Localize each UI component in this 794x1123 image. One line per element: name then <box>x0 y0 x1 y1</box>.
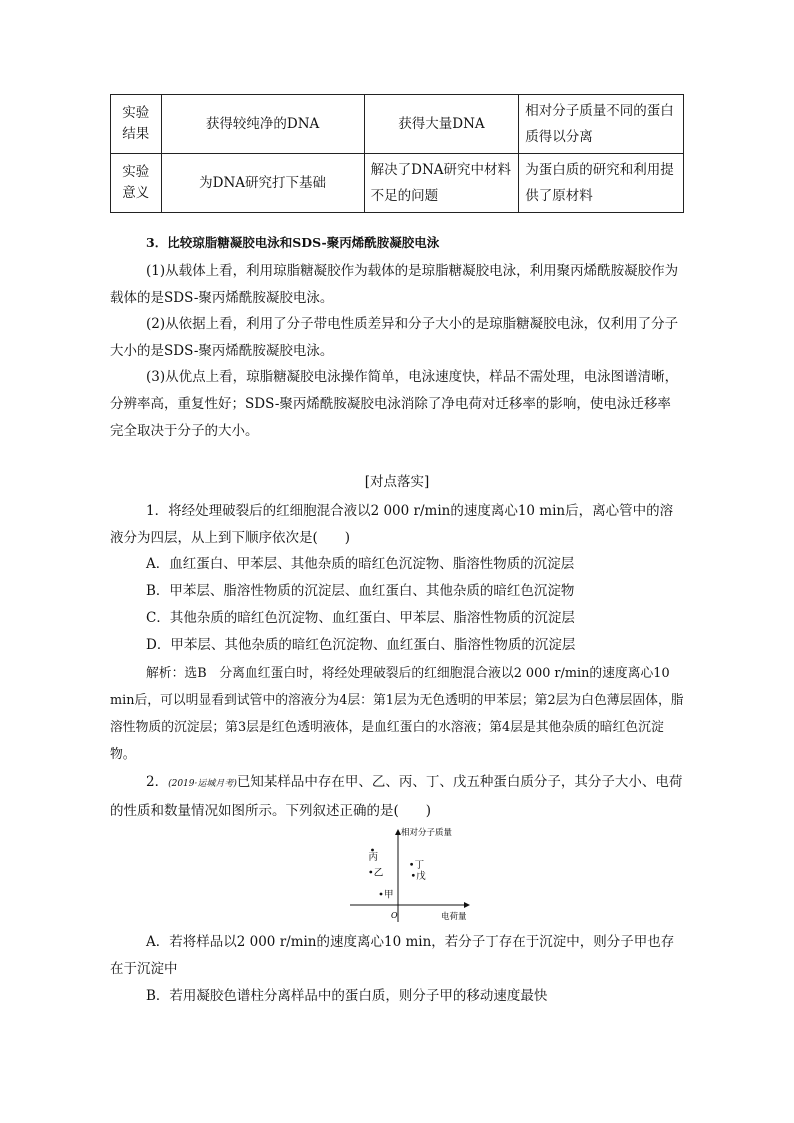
option-c: C．其他杂质的暗红色沉淀物、血红蛋白、甲苯层、脂溶性物质的沉淀层 <box>146 610 575 626</box>
data-point-label: 丁 <box>414 859 425 871</box>
data-point <box>371 849 374 852</box>
table-cell: 为蛋白质的研究和利用提供了原材料 <box>519 154 684 213</box>
data-points <box>369 849 427 901</box>
y-axis-label: 相对分子质量 <box>401 828 453 838</box>
question-stem: 1．将经处理破裂后的红细胞混合液以2 000 r/min的速度离心10 min后，离心管中的溶液分为四层，从上到下顺序依次是( ) <box>110 503 674 546</box>
option-d: D．甲苯层、其他杂质的暗红色沉淀物、血红蛋白、脂溶性物质的沉淀层 <box>146 637 576 653</box>
data-point <box>410 863 413 866</box>
question-stem <box>110 769 684 825</box>
experiment-table <box>110 94 684 213</box>
table-row <box>111 95 684 154</box>
section-paragraph: (2)从依据上看，利用了分子带电性质差异和分子大小的是琼脂糖凝胶电泳，仅利用了分子大小的是SDS-聚丙烯酰胺凝胶电泳。 <box>110 316 679 359</box>
option-b: B．甲苯层、脂溶性物质的沉淀层、血红蛋白、其他杂质的暗红色沉淀物 <box>146 583 575 599</box>
data-point <box>380 893 383 896</box>
table-cell: 相对分子质量不同的蛋白质得以分离 <box>519 95 684 154</box>
question-source: (2019·运城月考) <box>168 779 237 789</box>
q2-option-a: A．若将样品以2 000 r/min的速度离心10 min，若分子丁存在于沉淀中，则分子甲也存在于沉淀中 <box>110 934 675 977</box>
table-cell: 为DNA研究打下基础 <box>161 154 364 213</box>
row-head-text: 实验 结果 <box>122 105 150 142</box>
practice-title: [对点落实] <box>364 474 430 490</box>
x-axis-label: 电荷量 <box>441 912 467 922</box>
section-paragraph: (3)从优点上看，琼脂糖凝胶电泳操作简单，电泳速度快，样品不需处理，电泳图谱清晰，分辨率高，重复性好；SDS-聚丙烯酰胺凝胶电泳消除了净电荷对迁移率的影响，使电泳迁移率完全取决于分子的大小。 <box>110 369 679 439</box>
data-point <box>412 874 415 877</box>
table-cell: 获得大量DNA <box>364 95 519 154</box>
question-text: 已知某样品中存在甲、乙、丙、丁、戊五种蛋白质分子，其分子大小、电荷的性质和数量情况如图所示。下列叙述正确的是( ) <box>110 774 683 819</box>
data-point-label: 甲 <box>384 889 394 901</box>
section-title: 3．比较琼脂糖凝胶电泳和SDS-聚丙烯酰胺凝胶电泳 <box>146 235 440 250</box>
table-row <box>111 154 684 213</box>
charge-mass-chart <box>345 826 480 926</box>
row-head <box>111 95 162 154</box>
row-head <box>111 154 162 213</box>
analysis: 解析：选B 分离血红蛋白时，将经处理破裂后的红细胞混合液以2 000 r/min的速度离心10 min后，可以明显看到试管中的溶液分为4层：第1层为无色透明的甲苯层；第2层为白色薄层固体，脂溶性物质的沉淀层；第3层是红色透明液体，是血红蛋白的水溶液；第4层是其他杂质的暗红色沉淀物。 <box>110 666 684 762</box>
row-head-text: 实验 意义 <box>122 164 150 201</box>
data-point-label: 乙 <box>373 867 384 879</box>
table-cell: 获得较纯净的DNA <box>161 95 364 154</box>
origin-label: O <box>391 911 398 920</box>
table-cell: 解决了DNA研究中材料不足的问题 <box>364 154 519 213</box>
option-a: A．血红蛋白、甲苯层、其他杂质的暗红色沉淀物、脂溶性物质的沉淀层 <box>146 556 575 572</box>
data-point-label: 戊 <box>416 870 426 882</box>
question-number: 2． <box>146 774 169 790</box>
section-paragraph: (1)从载体上看，利用琼脂糖凝胶作为载体的是琼脂糖凝胶电泳，利用聚丙烯酰胺凝胶作为载体的是SDS-聚丙烯酰胺凝胶电泳。 <box>110 263 679 306</box>
data-point-label: 丙 <box>368 852 379 863</box>
data-point <box>369 871 372 874</box>
q2-option-b: B．若用凝胶色谱柱分离样品中的蛋白质，则分子甲的移动速度最快 <box>146 988 548 1004</box>
